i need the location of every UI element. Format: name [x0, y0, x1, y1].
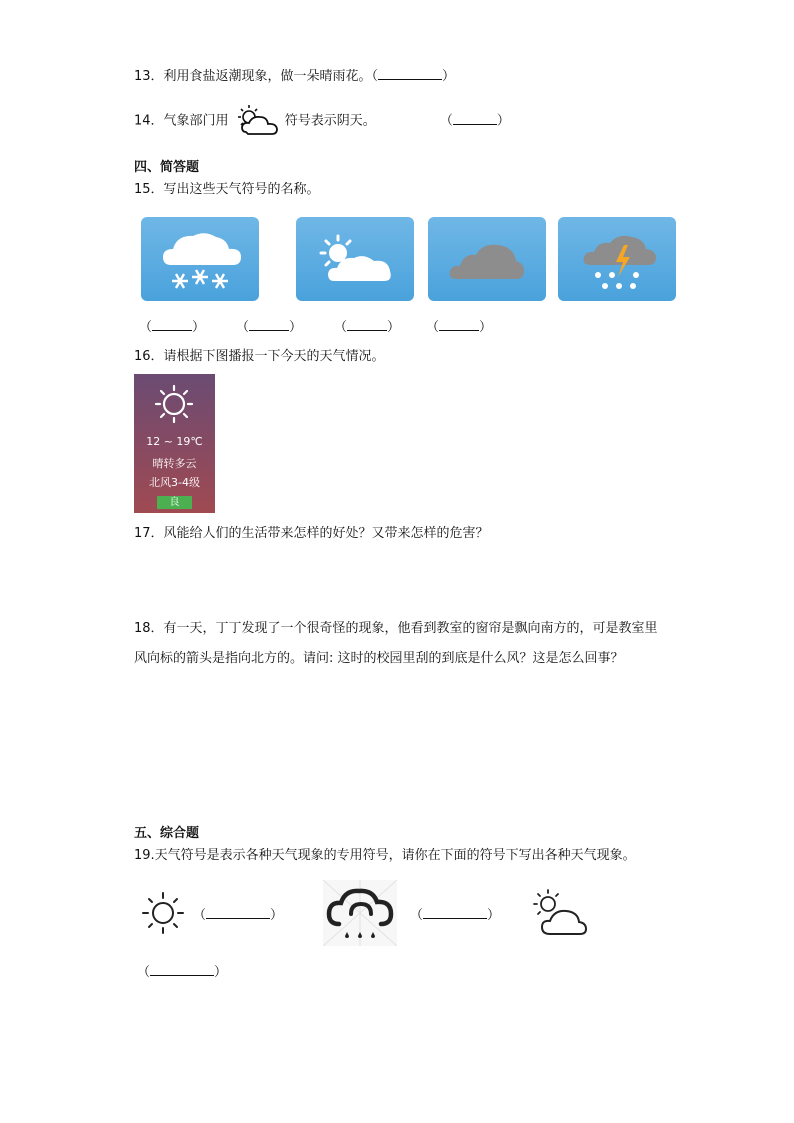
question-14-text: 14．气象部门用 — [134, 113, 229, 129]
sun-icon — [134, 378, 215, 438]
weather-forecast-card — [134, 374, 215, 513]
forecast-wind: 北风3-4级 — [149, 476, 200, 489]
air-quality-badge: 良 — [157, 496, 192, 509]
section-4-title: 四、简答题 — [134, 160, 200, 175]
question-18-text: 18．有一天，丁丁发现了一个很奇怪的现象，他看到教室的窗帘是飘向南方的，可是教室里风向标的箭头是指向北方的。请问: 这时的校园里刮的到底是什么风？这是怎么回事？ — [134, 621, 658, 666]
question-13-text: 13．利用食盐返潮现象，做一朵晴雨花。（ — [134, 69, 379, 84]
answer-area-18[interactable] — [134, 712, 664, 812]
answer-blank-19-3[interactable]: （ ） — [137, 965, 228, 980]
sun-cloud-icon — [296, 217, 414, 301]
section-5-title: 五、综合题 — [134, 826, 200, 841]
forecast-temperature: 12 ~ 19℃ — [146, 435, 203, 448]
cloud-icon — [428, 217, 546, 301]
answer-blank-13[interactable] — [378, 67, 442, 80]
answer-blank-14[interactable] — [453, 112, 497, 125]
question-15-text: 15．写出这些天气符号的名称。 — [134, 182, 320, 197]
question-19-text: 19.天气符号是表示各种天气现象的专用符号，请你在下面的符号下写出各种天气现象。 — [134, 848, 636, 863]
question-16-text: 16．请根据下图播报一下今天的天气情况。 — [134, 349, 385, 364]
answer-blank-15-4[interactable]: （ ） — [426, 320, 493, 335]
question-13: 13．利用食盐返潮现象，做一朵晴雨花。（ ） — [134, 69, 456, 84]
partly-cloudy-icon — [530, 886, 590, 942]
thunder-snow-icon — [558, 217, 676, 301]
question-14-text-after: 符号表示阴天。 — [284, 113, 376, 129]
snow-icon — [141, 217, 259, 301]
question-14: 14．气象部门用 符号表示阴天。 （ ） — [134, 104, 510, 138]
answer-blank-19-1[interactable]: （ ） — [193, 908, 284, 923]
answer-area-17[interactable] — [134, 548, 664, 608]
sun-icon — [137, 887, 189, 939]
answer-blank-19-2[interactable]: （ ） — [410, 908, 501, 923]
question-17-text: 17．风能给人们的生活带来怎样的好处？又带来怎样的危害？ — [134, 526, 489, 541]
answer-blank-15-2[interactable]: （ ） — [236, 320, 303, 335]
answer-blank-15-1[interactable]: （ ） — [139, 320, 206, 335]
answer-blank-15-3[interactable]: （ ） — [334, 320, 401, 335]
forecast-condition: 晴转多云 — [152, 457, 197, 470]
overcast-sun-cloud-icon — [234, 104, 284, 138]
rain-cloud-icon — [323, 880, 397, 946]
